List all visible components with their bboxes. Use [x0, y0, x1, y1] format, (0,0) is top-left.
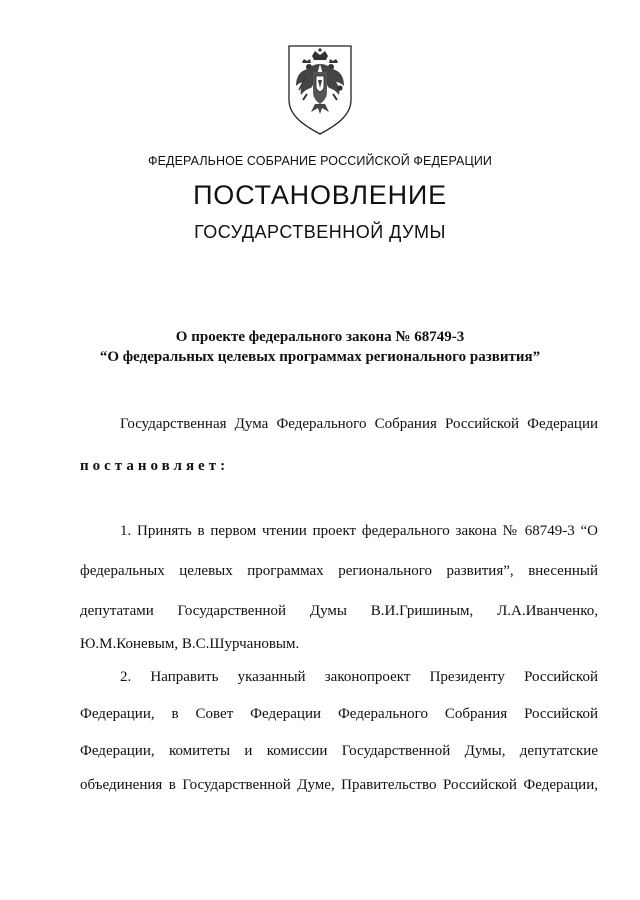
paragraph-2-line: 2. Направить указанный законопроект Президенту Российской: [120, 669, 598, 685]
paragraph-1-line: Ю.М.Коневым, В.С.Шурчановым.: [80, 636, 300, 652]
decree-word: [80, 456, 598, 476]
decree-text: постановляет:: [80, 458, 230, 474]
coat-of-arms-emblem: [285, 42, 355, 138]
paragraph-1-line: федеральных целевых программах регионального развития”, внесенный: [80, 563, 598, 579]
paragraph-1-line: 1. Принять в первом чтении проект федерального закона № 68749-3 “О: [120, 523, 598, 539]
document-type-title: ПОСТАНОВЛЕНИЕ: [193, 180, 447, 210]
paragraph-1-line: депутатами Государственной Думы В.И.Гришиным, Л.А.Иванченко,: [80, 603, 598, 619]
subject-line-1: О проекте федерального закона № 68749-3: [175, 329, 465, 345]
issuing-body-title: ГОСУДАРСТВЕННОЙ ДУМЫ: [194, 222, 446, 242]
subject-line-2: “О федеральных целевых программах регионального развития”: [99, 349, 541, 365]
federal-assembly-heading: ФЕДЕРАЛЬНОЕ СОБРАНИЕ РОССИЙСКОЙ ФЕДЕРАЦИИ: [147, 154, 493, 168]
intro-paragraph: [120, 414, 598, 434]
paragraph-2-line: объединения в Государственной Думе, Правительство Российской Федерации,: [80, 777, 598, 793]
paragraph-2-line: Федерации, комитеты и комиссии Государственной Думы, депутатские: [80, 743, 598, 759]
intro-text: Государственная Дума Федерального Собрания Российской Федерации: [120, 416, 598, 432]
paragraph-2-line: Федерации, в Совет Федерации Федерального Собрания Российской: [80, 706, 598, 722]
